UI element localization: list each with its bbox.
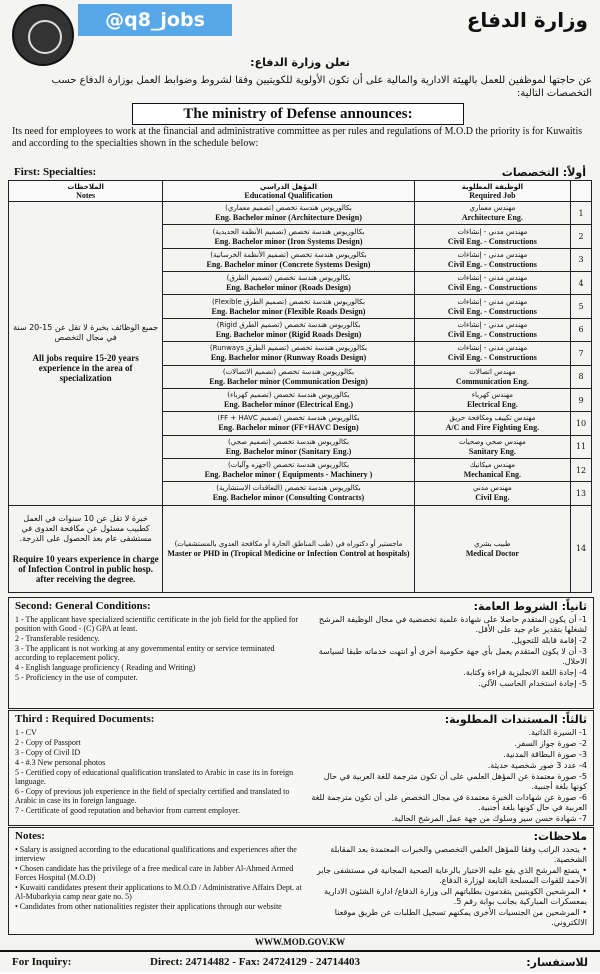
list-item: • المرشحين الكويتيين يتقدمون بطلباتهم الى وزارة الدفاع/ ادارة الشئون الادارية بمعسكرات المباركية بجانب بوابة رقم 5. bbox=[324, 887, 587, 906]
job-cell: مهندس ميكانيك Mechanical Eng. bbox=[414, 458, 570, 481]
qualification-cell: بكالوريوس هندسة تخصص (تصميم الاتصالات) Eng. Bachelor minor (Communication Design) bbox=[163, 365, 415, 388]
notes-list-ar bbox=[307, 845, 587, 929]
announce-heading-en: The ministry of Defense announces: bbox=[132, 103, 464, 125]
ministry-title-ar: وزارة الدفاع bbox=[466, 8, 588, 32]
list-item: 2- صورة جواز السفر. bbox=[514, 739, 587, 748]
row-number: 4 bbox=[571, 272, 592, 295]
list-item: 5- صورة معتمدة عن المؤهل العلمي على أن تكون مترجمة للغة العربية في حال كونها بلغة أجنبية. bbox=[323, 772, 587, 791]
list-item: 7 - Certificate of good reputation and behavior from current employer. bbox=[15, 806, 241, 815]
documents-list-ar bbox=[307, 728, 587, 825]
intro-text-ar: عن حاجتها لموظفين للعمل بالهيئة الادارية والمالية على أن تكون الأولوية للكويتيين وفقا لشروط وضوابط العمل بوزارة الدفاع حسب التخصصات التالية: bbox=[51, 75, 592, 99]
row-number: 3 bbox=[571, 248, 592, 271]
row-number: 12 bbox=[571, 458, 592, 481]
header bbox=[0, 0, 600, 62]
list-item: 3 - The applicant is not working at any governmental entity or service terminated according to replacement policy. bbox=[15, 644, 275, 662]
documents-title-en: Third : Required Documents: bbox=[15, 713, 155, 725]
job-cell: طبيب بشري Medical Doctor bbox=[414, 505, 570, 592]
job-cell: مهندس معماري Architecture Eng. bbox=[414, 202, 570, 225]
inquiry-label-ar: للاستفسار: bbox=[526, 956, 588, 969]
qualification-cell: بكالوريوس هندسة تخصص (تصميم الأنظمة الحديدية) Eng. Bachelor minor (Iron Systems Design) bbox=[163, 225, 415, 248]
qualification-cell: بكالوريوس هندسة تخصص (تصميم صحي) Eng. Bachelor minor (Sanitary Eng.) bbox=[163, 435, 415, 458]
notes-list-en bbox=[15, 845, 305, 912]
announce-heading-ar: تعلن وزارة الدفاع: bbox=[250, 56, 350, 69]
row-number: 7 bbox=[571, 342, 592, 365]
row-number: 2 bbox=[571, 225, 592, 248]
source-badge: @q8_jobs bbox=[78, 4, 232, 36]
conditions-title-en: Second: General Conditions: bbox=[15, 600, 151, 612]
list-item: 2 - Copy of Passport bbox=[15, 738, 81, 747]
qualification-cell: بكالوريوس هندسة تخصص (تصميم الطرق Flexible) Eng. Bachelor minor (Flexible Roads Design) bbox=[163, 295, 415, 318]
job-header: الوظيفة المطلوبة Required Job bbox=[414, 181, 570, 202]
row-number: 1 bbox=[571, 202, 592, 225]
qualification-cell: بكالوريوس هندسة تخصص (تصميم الأنظمة الخرسانية) Eng. Bachelor minor (Concrete Systems Design) bbox=[163, 248, 415, 271]
qualification-cell: بكالوريوس هندسة تخصص (تصميم FF + HAVC) Eng. Bachelor minor (FF+HAVC Design) bbox=[163, 412, 415, 435]
notes-header: الملاحظات Notes bbox=[9, 181, 163, 202]
general-conditions-box bbox=[8, 597, 594, 709]
list-item: 6- صورة عن شهادات الخبرة معتمدة في مجال التخصص على أن تكون مترجمة للغة العربية في حال كونها بلغة أجنبية. bbox=[311, 793, 587, 812]
list-item: • Salary is assigned according to the educational qualifications and experiences after the interview bbox=[15, 845, 297, 863]
notes-title-en: Notes: bbox=[15, 830, 45, 842]
list-item: 3- صورة البطاقة المدنية. bbox=[503, 750, 587, 759]
notes-cell-general: جميع الوظائف بخبرة لا تقل عن 15-20 سنة في مجال التخصص All jobs require 15-20 years experience in the area of specialization bbox=[9, 202, 163, 506]
table-row bbox=[9, 505, 592, 592]
job-cell: مهندس مدني - إنشاءات Civil Eng. - Constructions bbox=[414, 318, 570, 341]
row-number: 13 bbox=[571, 482, 592, 505]
qualification-cell: بكالوريوس هندسة تخصص (تصميم الطرق Rigid) Eng. Bachelor minor (Rigid Roads Design) bbox=[163, 318, 415, 341]
job-cell: مهندس مدني Civil Eng. bbox=[414, 482, 570, 505]
row-number: 14 bbox=[571, 505, 592, 592]
list-item: 3- أن لا يكون المتقدم يعمل بأي جهة حكومية أخرى أو انتهت خدماته طبقا لسياسة الاحلال. bbox=[318, 647, 587, 666]
specialties-title-ar: أولاً: التخصصات bbox=[501, 166, 586, 179]
qualification-header: المؤهل الدراسي Educational Qualification bbox=[163, 181, 415, 202]
list-item: 4- إجادة اللغة الانجليزية قراءة وكتابة. bbox=[463, 668, 587, 677]
table-header-row bbox=[9, 181, 592, 202]
job-cell: مهندس مدني - إنشاءات Civil Eng. - Constructions bbox=[414, 295, 570, 318]
list-item: 5 - Certified copy of educational qualification translated to Arabic in case its in foreign language. bbox=[15, 768, 294, 786]
list-item: 7- شهادة حسن سير وسلوك من جهة عمل المرشح الحالية. bbox=[391, 814, 587, 823]
qualification-cell: ماجستير أو دكتوراه في (طب المناطق الحارة أو مكافحة العدوى بالمستشفيات) Master or PHD in (Tropical Medicine or Infection Control at hospitals) bbox=[163, 505, 415, 592]
list-item: • المرشحين من الجنسيات الأخرى يمكنهم تسجيل الطلبات عن طريق موقعنا الالكتروني. bbox=[334, 908, 587, 927]
job-cell: مهندس مدني - إنشاءات Civil Eng. - Constructions bbox=[414, 225, 570, 248]
list-item: 2 - Transferable residency. bbox=[15, 634, 100, 643]
list-item: 3 - Copy of Civil ID bbox=[15, 748, 81, 757]
qualification-cell: بكالوريوس هندسة تخصص (اجهزه وآليات) Eng. Bachelor minor ( Equipments - Machinery ) bbox=[163, 458, 415, 481]
specialties-title-en: First: Specialties: bbox=[14, 166, 97, 178]
conditions-list-en bbox=[15, 615, 305, 683]
row-number: 9 bbox=[571, 388, 592, 411]
required-documents-box bbox=[8, 710, 594, 826]
list-item: 1- السيرة الذاتية. bbox=[528, 728, 587, 737]
list-item: 1- أن يكون المتقدم حاصلا على شهادة علمية تخصصية في مجال الوظيفة المرشح لشغلها بتقدير عام جيد على الأقل. bbox=[318, 615, 587, 634]
contact-numbers: Direct: 24714482 - Fax: 24724129 - 24714403 bbox=[150, 956, 360, 968]
list-item: • Candidates from other nationalities register their applications through our website bbox=[15, 902, 282, 911]
footer bbox=[0, 950, 600, 974]
job-cell: مهندس صحي وصحيات Sanitary Eng. bbox=[414, 435, 570, 458]
website-link[interactable]: WWW.MOD.GOV.KW bbox=[254, 937, 346, 947]
list-item: 5 - Proficiency in the use of computer. bbox=[15, 673, 138, 682]
specialties-table bbox=[8, 180, 592, 593]
notes-title-ar: ملاحظات: bbox=[533, 830, 587, 843]
list-item: 6 - Copy of previous job experience in the field of specialty certified and translated to Arabic in case its in foreign language. bbox=[15, 787, 290, 805]
table-row bbox=[9, 202, 592, 225]
list-item: • يتمتع المرشح الذي يقع عليه الاختيار بالرعاية الصحية المجانية في مستشفى جابر الأحمد للقوات المسلحة التابعة لوزارة الدفاع. bbox=[316, 866, 587, 885]
job-cell: مهندس تكييف ومكافحة حريق A/C and Fire Fighting Eng. bbox=[414, 412, 570, 435]
intro-text-en: Its need for employees to work at the financial and administrative committee as per rules and regulations of M.O.D the priority is for Kuwaitis and according to the specialties shown in the schedule below: bbox=[12, 126, 583, 149]
list-item: • Kuwaiti candidates present their applications to M.O.D / Administrative Affairs Dept. at Al-Mubarkyia camp near gate no. 5) bbox=[15, 883, 302, 901]
qualification-cell: بكالوريوس هندسة تخصص (تصميم الطرق) Eng. Bachelor minor (Roads Design) bbox=[163, 272, 415, 295]
list-item: 1 - The applicant have specialized scientific certificate in the job field for the applied for position with Good - (C) GPA at least. bbox=[15, 615, 299, 633]
list-item: 5- إجادة استخدام الحاسب الآلي. bbox=[478, 679, 587, 688]
list-item: 1 - CV bbox=[15, 728, 37, 737]
row-number: 6 bbox=[571, 318, 592, 341]
list-item: • Chosen candidate has the privilege of a free medical care in Jabber Al-Ahmed Armed Forces Hospital (M.O.D) bbox=[15, 864, 294, 882]
documents-title-ar: ثالثاً: المستندات المطلوبة: bbox=[444, 713, 587, 726]
inquiry-label-en: For Inquiry: bbox=[12, 956, 72, 968]
job-cell: مهندس مدني - إنشاءات Civil Eng. - Constructions bbox=[414, 272, 570, 295]
job-cell: مهندس اتصالات Communication Eng. bbox=[414, 365, 570, 388]
conditions-title-ar: ثانياً: الشروط العامة: bbox=[473, 600, 587, 613]
qualification-cell: بكالوريوس هندسة تخصص (تصميم معماري) Eng. Bachelor minor (Architecture Design) bbox=[163, 202, 415, 225]
qualification-cell: بكالوريوس هندسة تخصص (التعاقدات الاستشارية) Eng. Bachelor minor (Consulting Contracts) bbox=[163, 482, 415, 505]
row-number: 8 bbox=[571, 365, 592, 388]
qualification-cell: بكالوريوس هندسة تخصص (تصميم كهرباء) Eng. Bachelor minor (Electrical Eng.) bbox=[163, 388, 415, 411]
documents-list-en bbox=[15, 728, 305, 816]
row-number: 11 bbox=[571, 435, 592, 458]
list-item: 4- عدد 3 صور شخصية حديثة. bbox=[487, 761, 587, 770]
list-item: 4 - English language proficiency ( Reading and Writing) bbox=[15, 663, 196, 672]
job-cell: مهندس كهرباء Electrical Eng. bbox=[414, 388, 570, 411]
notes-box bbox=[8, 827, 594, 935]
conditions-list-ar bbox=[307, 615, 587, 690]
row-number: 10 bbox=[571, 412, 592, 435]
list-item: • يتحدد الراتب وفقا للمؤهل العلمي التخصصي والخبرات المعتمدة بعد المقابلة الشخصية. bbox=[330, 845, 587, 864]
notes-cell-doctor: خبرة لا تقل عن 10 سنوات في العمل كطبيب مسئول عن مكافحة العدوى في مستشفى عام بعد الحصول على الدرجة. Require 10 years experience in charge of Infection Control in public hosp. after receiving the degree. bbox=[9, 505, 163, 592]
number-header bbox=[571, 181, 592, 202]
list-item: 4 - #.3 New personal photos bbox=[15, 758, 106, 767]
list-item: 2- إقامة قابلة للتحويل. bbox=[511, 636, 587, 645]
qualification-cell: بكالوريوس هندسة تخصص (تصميم الطرق Runways) Eng. Bachelor minor (Runway Roads Design) bbox=[163, 342, 415, 365]
job-cell: مهندس مدني - إنشاءات Civil Eng. - Constructions bbox=[414, 248, 570, 271]
job-cell: مهندس مدني - إنشاءات Civil Eng. - Constructions bbox=[414, 342, 570, 365]
row-number: 5 bbox=[571, 295, 592, 318]
